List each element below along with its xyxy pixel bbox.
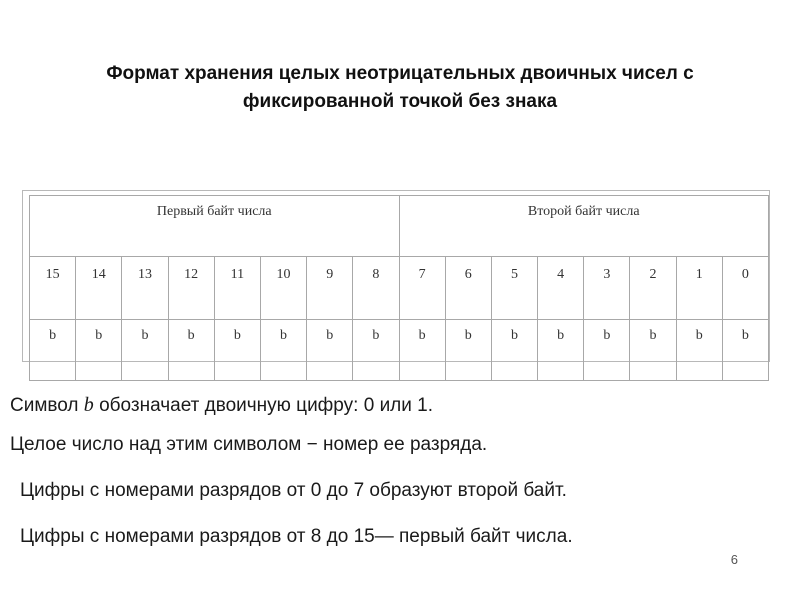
- page-number: 6: [730, 552, 738, 567]
- note-symbol-meaning: [10, 394, 433, 417]
- bit-position-cell: 3: [584, 257, 630, 320]
- bit-position-cell: 6: [445, 257, 491, 320]
- slide-title-line-2: фиксированной точкой без знака: [242, 91, 558, 112]
- bit-position-cell: 10: [260, 257, 306, 320]
- bit-position-row: [30, 257, 769, 320]
- bit-value-cell: b: [491, 320, 537, 381]
- bit-position-cell: 5: [491, 257, 537, 320]
- bit-value-row: [30, 320, 769, 381]
- bit-position-cell: 15: [30, 257, 76, 320]
- bit-value-cell: b: [260, 320, 306, 381]
- bit-value-cell: b: [630, 320, 676, 381]
- bit-position-cell: 1: [676, 257, 722, 320]
- bit-value-cell: b: [538, 320, 584, 381]
- bit-position-cell: 4: [538, 257, 584, 320]
- bit-position-cell: 8: [353, 257, 399, 320]
- bit-position-cell: 0: [722, 257, 768, 320]
- bit-position-cell: 11: [214, 257, 260, 320]
- bit-value-cell: b: [307, 320, 353, 381]
- note-first-byte: Цифры с номерами разрядов от 8 до 15— первый байт числа.: [20, 526, 573, 547]
- bit-value-cell: b: [353, 320, 399, 381]
- note-1-symbol: b: [83, 394, 94, 416]
- bit-value-cell: b: [584, 320, 630, 381]
- bit-position-cell: 2: [630, 257, 676, 320]
- bit-value-cell: b: [30, 320, 76, 381]
- slide-title-line-1: Формат хранения целых неотрицательных двоичных чисел с: [106, 63, 694, 84]
- bit-value-cell: b: [122, 320, 168, 381]
- bit-value-cell: b: [168, 320, 214, 381]
- bit-format-table-frame: [22, 190, 770, 362]
- bit-value-cell: b: [445, 320, 491, 381]
- bit-position-cell: 9: [307, 257, 353, 320]
- first-byte-header: Первый байт числа: [30, 196, 400, 257]
- bit-value-cell: b: [214, 320, 260, 381]
- note-1-suffix: обозначает двоичную цифру: 0 или 1.: [93, 395, 434, 416]
- slide-title: [0, 60, 800, 116]
- bit-value-cell: b: [399, 320, 445, 381]
- bit-position-cell: 7: [399, 257, 445, 320]
- bit-value-cell: b: [676, 320, 722, 381]
- note-second-byte: Цифры с номерами разрядов от 0 до 7 образуют второй байт.: [20, 480, 567, 501]
- byte-header-row: [30, 196, 769, 257]
- bit-position-cell: 12: [168, 257, 214, 320]
- note-bit-index: Целое число над этим символом − номер ее разряда.: [10, 434, 488, 455]
- bit-position-cell: 14: [76, 257, 122, 320]
- bit-format-table: [29, 195, 769, 381]
- bit-position-cell: 13: [122, 257, 168, 320]
- bit-value-cell: b: [76, 320, 122, 381]
- second-byte-header: Второй байт числа: [399, 196, 769, 257]
- bit-value-cell: b: [722, 320, 768, 381]
- note-1-prefix: Символ: [10, 395, 84, 416]
